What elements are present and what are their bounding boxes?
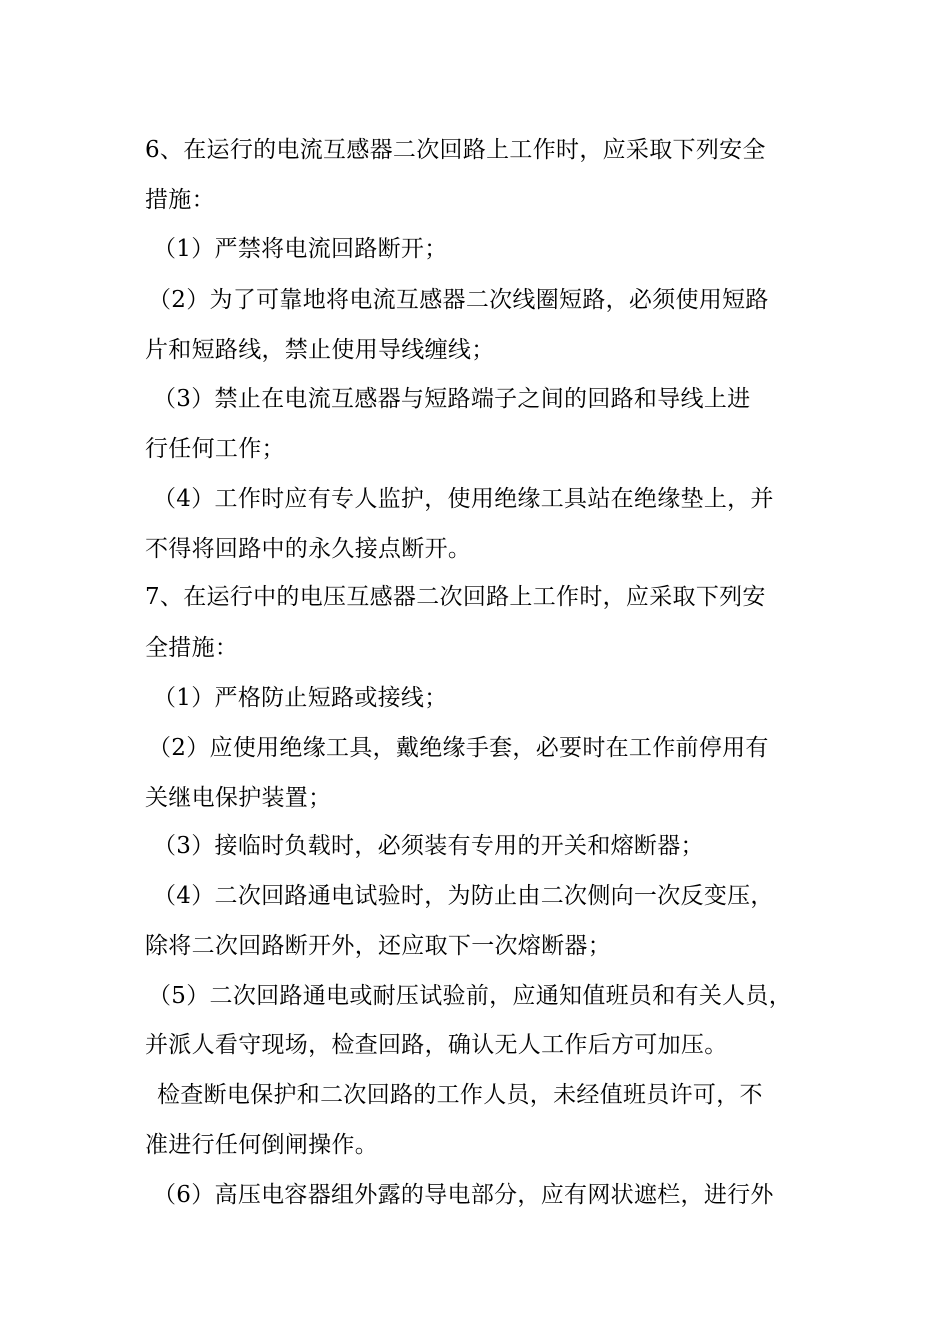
note-line-2: 准进行任何倒闸操作。 bbox=[145, 1132, 378, 1158]
item-6-sub-1: （1）严禁将电流回路断开； bbox=[153, 236, 448, 262]
item-6-sub-2-line-1: （2）为了可靠地将电流互感器二次线圈短路，必须使用短路 bbox=[148, 287, 769, 313]
item-7-heading-line-1: 7、在运行中的电压互感器二次回路上工作时，应采取下列安 bbox=[145, 584, 766, 610]
item-7-sub-4-line-1: （4）二次回路通电试验时，为防止由二次侧向一次反变压， bbox=[153, 883, 774, 909]
item-6-sub-4-line-2: 不得将回路中的永久接点断开。 bbox=[145, 536, 472, 562]
item-6-heading-line-2: 措施： bbox=[145, 187, 215, 213]
item-7-sub-1: （1）严格防止短路或接线； bbox=[153, 685, 448, 711]
item-6-sub-3-line-2: 行任何工作； bbox=[145, 436, 285, 462]
item-7-sub-5-line-1: （5）二次回路通电或耐压试验前，应通知值班员和有关人员， bbox=[148, 983, 793, 1009]
item-6-heading-line-1: 6、在运行的电流互感器二次回路上工作时，应采取下列安全 bbox=[145, 137, 766, 163]
item-7-sub-2-line-2: 关继电保护装置； bbox=[145, 785, 332, 811]
note-line-1: 检查断电保护和二次回路的工作人员，未经值班员许可，不 bbox=[157, 1082, 763, 1108]
item-7-sub-3: （3）接临时负载时，必须装有专用的开关和熔断器； bbox=[153, 833, 704, 859]
item-7-sub-5-line-2: 并派人看守现场，检查回路，确认无人工作后方可加压。 bbox=[145, 1032, 728, 1058]
item-7-sub-6-line-1: （6）高压电容器组外露的导电部分，应有网状遮栏，进行外 bbox=[153, 1182, 774, 1208]
item-7-sub-2-line-1: （2）应使用绝缘工具，戴绝缘手套，必要时在工作前停用有 bbox=[148, 735, 769, 761]
item-7-sub-4-line-2: 除将二次回路断开外，还应取下一次熔断器； bbox=[145, 933, 611, 959]
item-6-sub-3-line-1: （3）禁止在电流互感器与短路端子之间的回路和导线上进 bbox=[153, 386, 751, 412]
item-6-sub-4-line-1: （4）工作时应有专人监护，使用绝缘工具站在绝缘垫上，并 bbox=[153, 486, 774, 512]
item-7-heading-line-2: 全措施： bbox=[145, 635, 239, 661]
item-6-sub-2-line-2: 片和短路线，禁止使用导线缠线； bbox=[145, 337, 495, 363]
